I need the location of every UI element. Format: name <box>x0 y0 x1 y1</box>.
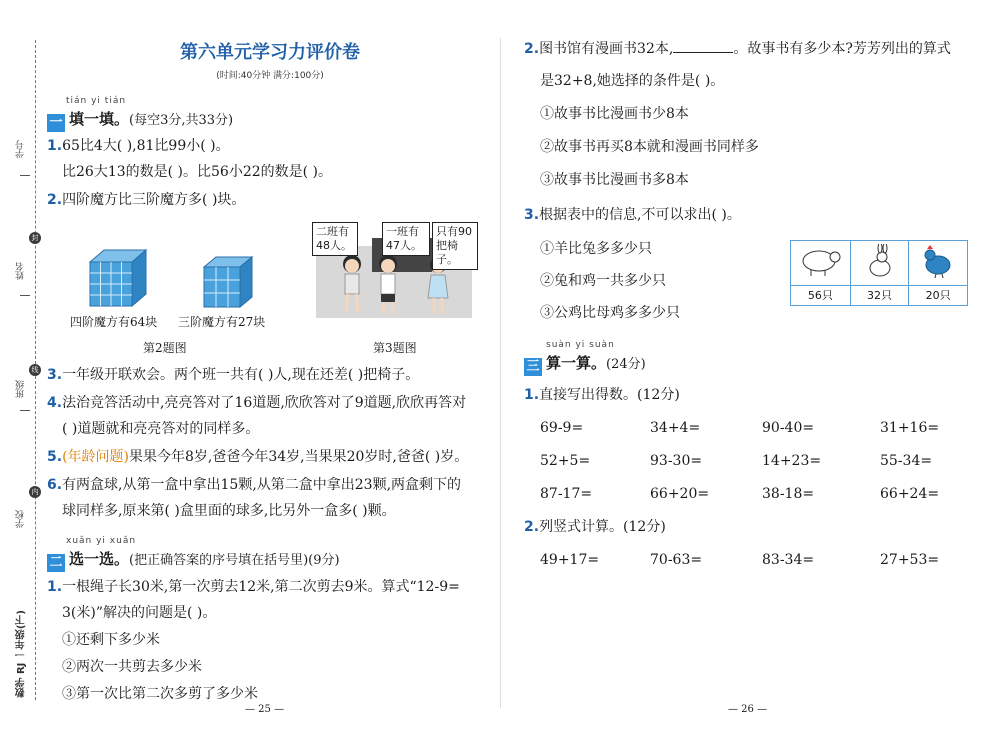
section-title: 填一填。 <box>69 110 130 128</box>
question-line: 比26大13的数是( )。比56小22的数是( )。 <box>62 164 333 180</box>
margin-blank <box>20 410 30 411</box>
calc-item: 55-34= <box>880 453 933 469</box>
section-index-badge: 三 <box>524 358 542 376</box>
calc-item: 66+20= <box>650 486 710 502</box>
option: ①还剩下多少米 <box>62 632 160 648</box>
margin-blank <box>20 175 30 176</box>
figure-caption: 第3题图 <box>373 341 417 355</box>
table-cell: 32只 <box>850 285 909 305</box>
question: 1.一根绳子长30米,第一次剪去12米,第二次剪去9米。算式“12-9= <box>47 579 460 595</box>
cube-3x3-icon <box>198 255 258 311</box>
question-tag: (年龄问题) <box>62 449 129 465</box>
margin-blank <box>20 295 30 296</box>
section-index-badge: 二 <box>47 554 65 572</box>
calc-item: 93-30= <box>650 453 703 469</box>
option: ②故事书再买8本就和漫画书同样多 <box>540 139 759 155</box>
speech-bubble: 只有90 把椅子。 <box>432 222 478 270</box>
page-number: — 25 — <box>245 704 285 715</box>
cube3-label: 三阶魔方有27块 <box>178 315 266 329</box>
rabbit-icon <box>850 241 909 286</box>
figure-caption: 第2题图 <box>143 341 187 355</box>
page-subtitle: (时间:40分钟 满分:100分) <box>216 71 324 81</box>
margin-label-name: 姓名 <box>16 262 26 280</box>
sheep-icon <box>791 241 851 286</box>
margin-seal: 封 <box>29 232 41 244</box>
section-pinyin: xuǎn yi xuǎn <box>66 536 137 546</box>
question-line: 球同样多,原来第( )盒里面的球多,比另外一盒多( )颗。 <box>62 503 396 519</box>
page-divider <box>500 38 501 708</box>
option: ③公鸡比母鸡多多少只 <box>540 305 680 321</box>
question: 6.有两盒球,从第一盒中拿出15颗,从第二盒中拿出23颗,两盒剩下的 <box>47 477 462 493</box>
calc-item: 52+5= <box>540 453 591 469</box>
animal-count-table <box>790 240 968 306</box>
option: ①故事书比漫画书少8本 <box>540 106 689 122</box>
section-score-note: (每空3分,共33分) <box>129 113 234 128</box>
question: 5.(年龄问题)果果今年8岁,爸爸今年34岁,当果果20岁时,爸爸( )岁。 <box>47 449 469 465</box>
calc-item: 87-17= <box>540 486 593 502</box>
calc-item: 38-18= <box>762 486 815 502</box>
table-cell: 20只 <box>909 285 968 305</box>
option: ②两次一共剪去多少米 <box>62 659 202 675</box>
margin-label-school: 学校 <box>16 510 26 528</box>
question: 2.图书馆有漫画书32本, 。故事书有多少本?芳芳列出的算式 <box>524 41 951 57</box>
option: ③第一次比第二次多剪了多少米 <box>62 686 258 702</box>
question: 2.四阶魔方比三阶魔方多( )块。 <box>47 192 246 208</box>
calc-item: 70-63= <box>650 552 703 568</box>
calc-item: 49+17= <box>540 552 600 568</box>
margin-seal: 线 <box>29 364 41 376</box>
table-cell: 56只 <box>791 285 851 305</box>
question-line: 是32+8,她选择的条件是( )。 <box>540 73 725 89</box>
calc-item: 27+53= <box>880 552 940 568</box>
section-pinyin: suàn yi suàn <box>546 340 615 350</box>
speech-bubble: 一班有 47人。 <box>382 222 430 256</box>
section-pinyin: tián yi tián <box>66 96 127 106</box>
question: 2.列竖式计算。(12分) <box>524 519 666 535</box>
section-score-note: (24分) <box>606 357 646 372</box>
page-title: 第六单元学习力评价卷 <box>180 42 360 63</box>
margin-label-class: 班级 <box>16 380 26 398</box>
cube-4x4-icon <box>82 248 152 310</box>
question-line: 3(米)”解决的问题是( )。 <box>62 605 217 621</box>
question: 1.直接写出得数。(12分) <box>524 387 680 403</box>
calc-item: 66+24= <box>880 486 940 502</box>
speech-bubble: 二班有 48人。 <box>312 222 358 256</box>
calc-item: 14+23= <box>762 453 822 469</box>
section-score-note: (把正确答案的序号填在括号里)(9分) <box>129 553 340 568</box>
margin-label-id: 学号 <box>16 140 26 158</box>
chicken-icon <box>909 241 968 286</box>
calc-item: 83-34= <box>762 552 815 568</box>
section-index-badge: 一 <box>47 114 65 132</box>
question: 1.65比4大( ),81比99小( )。 <box>47 138 230 154</box>
page-number: — 26 — <box>728 704 768 715</box>
option: ③故事书比漫画书多8本 <box>540 172 689 188</box>
margin-subject: 数学 RJ 一年级(下) <box>16 610 27 698</box>
question: 4.法治竞答活动中,亮亮答对了16道题,欣欣答对了9道题,欣欣再答对 <box>47 395 467 411</box>
section-heading <box>524 352 646 376</box>
option: ①羊比兔多多少只 <box>540 241 652 257</box>
section-heading <box>47 548 340 572</box>
question: 3.一年级开联欢会。两个班一共有( )人,现在还差( )把椅子。 <box>47 367 420 383</box>
calc-item: 90-40= <box>762 420 815 436</box>
section-title: 算一算。 <box>546 354 607 372</box>
margin-seal: 内 <box>29 486 41 498</box>
calc-item: 31+16= <box>880 420 940 436</box>
option: ②兔和鸡一共多少只 <box>540 273 666 289</box>
answer-blank <box>673 40 733 53</box>
section-heading <box>47 108 233 132</box>
calc-item: 69-9= <box>540 420 584 436</box>
cube4-label: 四阶魔方有64块 <box>70 315 158 329</box>
question: 3.根据表中的信息,不可以求出( )。 <box>524 207 741 223</box>
section-title: 选一选。 <box>69 550 130 568</box>
question-line: ( )道题就和亮亮答对的同样多。 <box>62 421 260 437</box>
calc-item: 34+4= <box>650 420 701 436</box>
